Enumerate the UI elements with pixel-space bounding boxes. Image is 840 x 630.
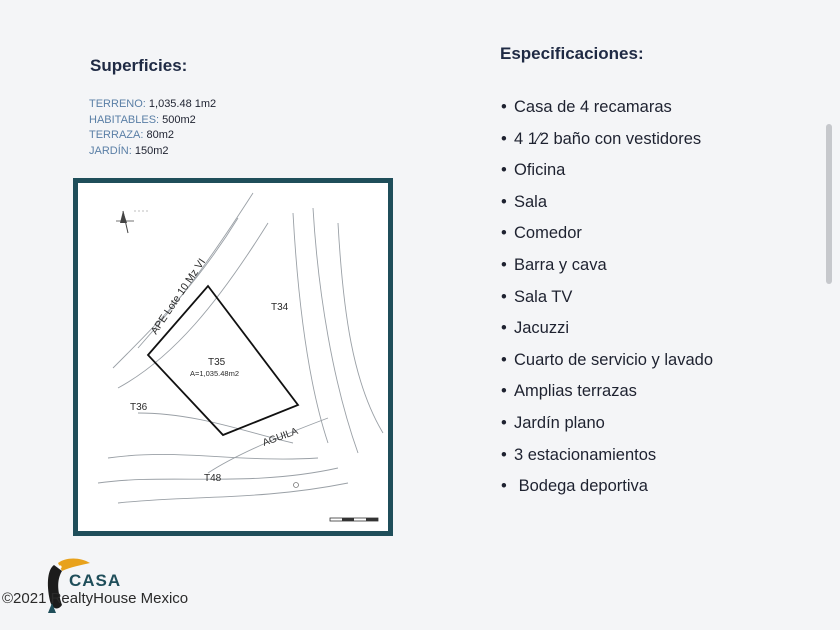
spec-item-label: 3 estacionamientos [514,445,657,464]
bullet-icon: • [501,98,507,116]
scale-bar [330,518,378,521]
lot-right-label: T34 [271,302,289,313]
bullet-icon: • [501,255,507,274]
spec-item [501,124,713,156]
especificaciones-title: Especificaciones: [500,44,644,63]
spec-item [501,408,713,440]
spec-item-label: Casa de 4 recamaras [514,98,672,116]
spec-item-label: Jacuzzi [514,319,570,338]
scrollbar-thumb[interactable] [826,124,832,284]
superficie-value: 80m2 [143,129,174,141]
spec-item-label: 4 1⁄2 baño con vestidores [514,129,702,148]
spec-item [501,376,713,408]
watermark: ©2021 RealtyHouse Mexico [2,590,189,607]
spec-item-label: Amplias terrazas [514,382,637,401]
site-plan [73,178,393,536]
superficie-label: JARDÍN: [89,144,132,157]
bullet-icon: • [501,129,507,148]
marker-point [294,483,299,488]
superficie-value: 1,035.48 1m2 [145,98,217,110]
spec-item [501,155,713,187]
street-bottom-label: AGUILA [261,425,300,449]
spec-item-label: Comedor [514,224,582,243]
spec-item [501,250,713,282]
bullet-icon: • [501,477,507,496]
superficie-value: 500m2 [159,113,196,126]
spec-item [501,471,713,503]
bullet-icon: • [501,382,507,401]
superficie-label: TERRAZA: [89,129,144,141]
spec-item-label: Sala TV [514,287,573,306]
spec-item [501,218,713,250]
lot-area-label: A=1,035.48m2 [190,369,239,378]
street-top-label: APE Lote 10 Mz VI [148,256,209,337]
superficie-habitables [89,113,216,129]
superficie-terraza [89,128,216,144]
spec-item [501,345,713,377]
spec-item [501,187,713,219]
spec-item-label: Oficina [514,161,566,180]
superficie-value: 150m2 [131,144,169,157]
spec-item-label: Bodega deportiva [514,477,648,496]
bullet-icon: • [501,319,507,338]
logo-wordmark: CASA [69,571,122,590]
lot-bottom-label: T48 [204,473,222,484]
superficie-terreno [89,97,216,113]
bullet-icon: • [501,350,507,369]
spec-item-label: Jardín plano [514,413,605,432]
bullet-icon: • [501,445,507,464]
superficies-list [89,97,216,159]
spec-item [501,313,713,345]
bullet-icon: • [501,413,507,432]
spec-item [501,440,713,472]
superficie-jardin [89,144,216,160]
spec-item [501,282,713,314]
bullet-icon: • [501,161,507,180]
spec-item [501,92,713,124]
spec-item-label: Barra y cava [514,255,607,274]
spec-item-label: Sala [514,192,548,211]
superficie-label: HABITABLES: [89,113,160,126]
north-arrow-icon [116,211,150,233]
topo-contours [98,193,383,503]
lot-left-label: T36 [130,402,148,413]
superficie-label: TERRENO: [89,98,146,110]
superficies-title: Superficies: [90,56,188,75]
bullet-icon: • [501,287,507,306]
spec-item-label: Cuarto de servicio y lavado [514,350,714,369]
lot-main-label: T35 [208,357,226,368]
bullet-icon: • [501,192,507,211]
site-plan-drawing [78,183,388,531]
especificaciones-list [501,92,713,503]
bullet-icon: • [501,224,507,243]
